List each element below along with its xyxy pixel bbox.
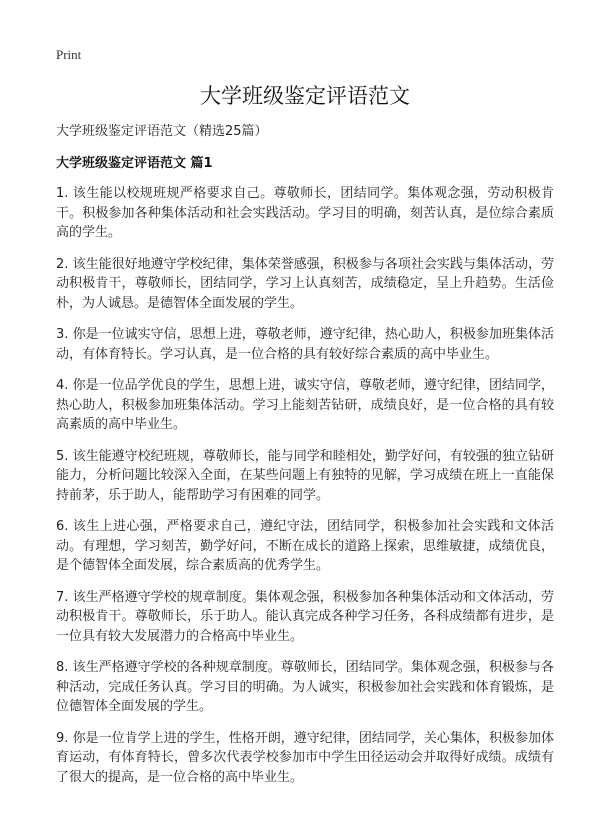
evaluation-entry-8 (56, 658, 554, 717)
evaluation-entry-3 (56, 325, 554, 364)
entry-text: 该生严格遵守学校的规章制度。集体观念强，积极参加各种集体活动和文体活动，劳动积极肯干。尊敬师长，乐于助人。能认真完成各种学习任务，各科成绩都有进步，是一位具有较大发展潜力的合格高中毕业生。 (56, 589, 554, 644)
entry-text: 该生严格遵守学校的各种规章制度。尊敬师长，团结同学。集体观念强，积极参与各种活动，完成任务认真。学习目的明确。为人诚实，积极参加社会实践和体育锻炼，是位德智体全面发展的学生。 (56, 660, 554, 714)
entry-number: 8. (56, 660, 69, 675)
evaluation-entry-4 (56, 376, 554, 435)
section-heading: 大学班级鉴定评语范文 篇1 (56, 156, 213, 171)
document-subtitle: 大学班级鉴定评语范文（精选25篇） (56, 124, 268, 139)
entry-number: 5. (56, 448, 69, 464)
evaluation-entry-5 (56, 447, 554, 506)
entry-number: 7. (56, 589, 69, 605)
evaluation-entry-9 (56, 729, 554, 788)
evaluation-entry-6 (56, 517, 554, 576)
entry-number: 3. (56, 327, 69, 342)
entry-text: 该生能以校规班规严格要求自己。尊敬师长，团结同学。集体观念强，劳动积极肯干。积极参加各种集体活动和社会实践活动。学习目的明确，刻苦认真，是位综合素质高的学生。 (56, 186, 554, 240)
entry-text: 该生能遵守校纪班规，尊敬师长，能与同学和睦相处，勤学好问，有较强的独立钻研能力，分析问题比较深入全面，在某些问题上有独特的见解，学习成绩在班上一直能保持前茅，乐于助人，能帮助学习有困难的同学。 (56, 448, 554, 503)
print-link[interactable]: Print (56, 47, 82, 62)
entry-number: 1. (56, 186, 69, 201)
page-title: 大学班级鉴定评语范文 (200, 84, 410, 108)
entry-number: 6. (56, 519, 69, 534)
evaluation-entry-7 (56, 588, 554, 647)
entry-text: 你是一位肯学上进的学生，性格开朗，遵守纪律，团结同学，关心集体，积极参加体育运动，有体育特长，曾多次代表学校参加市中学生田径运动会并取得好成绩。成绩有了很大的提高，是一位合格的高中毕业生。 (56, 730, 554, 785)
entry-text: 你是一位诚实守信，思想上进，尊敬老师，遵守纪律，热心助人，积极参加班集体活动，有体育特长。学习认真，是一位合格的具有较好综合素质的高中毕业生。 (56, 327, 554, 362)
entry-number: 9. (56, 730, 69, 746)
entry-number: 4. (56, 378, 69, 393)
entry-text: 你是一位品学优良的学生，思想上进，诚实守信，尊敬老师，遵守纪律，团结同学，热心助人，积极参加班集体活动。学习上能刻苦钻研，成绩良好，是一位合格的具有较高素质的高中毕业生。 (56, 378, 554, 432)
evaluation-entry-1 (56, 184, 554, 243)
entry-text: 该生能很好地遵守学校纪律，集体荣誉感强，积极参与各项社会实践与集体活动，劳动积极肯干，尊敬师长，团结同学，学习上认真刻苦，成绩稳定，呈上升趋势。生活俭朴，为人诚恳。是德智体全面发展的学生。 (56, 256, 554, 311)
evaluation-entry-2 (56, 255, 554, 314)
evaluation-list (56, 184, 554, 787)
entry-number: 2. (56, 256, 69, 272)
entry-text: 该生上进心强，严格要求自己，遵纪守法，团结同学，积极参加社会实践和文体活动。有理想，学习刻苦，勤学好问，不断在成长的道路上探索，思维敏捷，成绩优良，是个德智体全面发展，综合素质高的优秀学生。 (56, 519, 554, 573)
